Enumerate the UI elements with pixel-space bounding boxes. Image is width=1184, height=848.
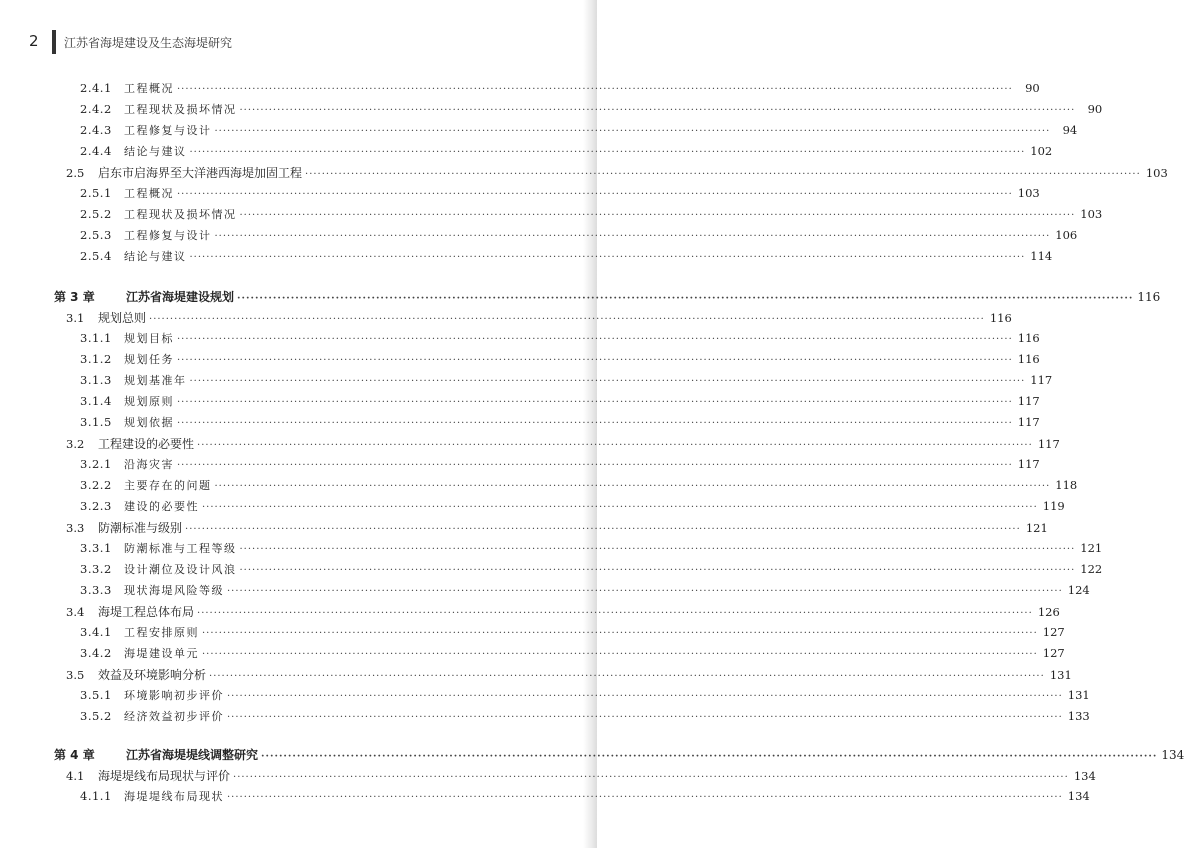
toc-entry-number: 3.1.3 [80, 373, 112, 387]
toc-entry-number: 2.4.4 [80, 144, 112, 158]
toc-entry-number: 3.2.2 [80, 478, 112, 492]
toc-entry-number: 3.3 [66, 521, 85, 535]
toc-entry-number: 3.5 [66, 668, 85, 682]
toc-section-row[interactable] [66, 309, 1012, 326]
toc-entry-title: 沿海灾害 [124, 458, 174, 471]
toc-leader-dots: ········································································································································································································ [227, 792, 1063, 803]
toc-section-row[interactable] [66, 666, 1072, 683]
toc-page-number: 103 [1017, 186, 1040, 200]
toc-entry-number: 2.5.1 [80, 186, 112, 200]
toc-leader-dots: ········································································································································································································ [227, 586, 1063, 597]
toc-leader-dots: ········································································································································································································ [227, 712, 1063, 723]
toc-entry-number: 3.1.5 [80, 415, 112, 429]
toc-entry-number: 2.4.1 [80, 81, 112, 95]
toc-leader-dots: ········································································································································································································ [202, 649, 1038, 660]
toc-leader-dots: ········································································································································································································ [239, 544, 1076, 555]
toc-leader-dots: ········································································································································································································ [197, 440, 1033, 451]
toc-page-number: 126 [1037, 605, 1060, 619]
toc-page-number: 118 [1055, 478, 1078, 492]
toc-page-number: 122 [1080, 562, 1103, 576]
toc-entry-title: 工程概况 [124, 187, 174, 200]
toc-leader-dots: ········································································································································································································ [189, 376, 1026, 387]
toc-page-number: 121 [1080, 541, 1103, 555]
toc-leader-dots: ········································································································································································································ [177, 397, 1013, 408]
toc-entry-number: 2.5.4 [80, 249, 112, 263]
toc-entry-number: 第 4 章 [54, 748, 95, 762]
toc-page-number: 127 [1042, 625, 1065, 639]
toc-page-number: 131 [1049, 668, 1072, 682]
toc-entry-title: 效益及环境影响分析 [98, 668, 207, 682]
toc-entry-title: 结论与建议 [124, 145, 187, 158]
toc-entry-number: 2.5.3 [80, 228, 112, 242]
toc-entry-title: 现状海堤风险等级 [124, 584, 224, 597]
toc-page-number: 103 [1080, 207, 1103, 221]
toc-entry-number: 2.5.2 [80, 207, 112, 221]
toc-page-number: 90 [1025, 81, 1040, 95]
toc-entry-title: 海堤工程总体布局 [98, 605, 195, 619]
toc-leader-dots: ········································································································································································································ [177, 355, 1013, 366]
toc-section-row[interactable] [66, 519, 1048, 536]
toc-entry-number: 3.1.2 [80, 352, 112, 366]
toc-entry-title: 防潮标准与级别 [98, 521, 183, 535]
toc-leader-dots: ········································································································································································································ [177, 460, 1013, 471]
toc-subsection-row[interactable] [80, 206, 1103, 222]
toc-leader-dots: ········································································································································································································ [177, 418, 1013, 429]
toc-entry-number: 3.5.1 [80, 688, 112, 702]
toc-subsection-row[interactable] [80, 708, 1090, 724]
toc-entry-title: 工程现状及损坏情况 [124, 208, 237, 221]
toc-leader-dots: ········································································································································································································ [189, 147, 1026, 158]
toc-entry-number: 3.2.3 [80, 499, 112, 513]
toc-page-number: 116 [1137, 290, 1161, 304]
toc-leader-dots: ········································································································································································································ [209, 671, 1045, 682]
toc-subsection-row[interactable] [80, 788, 1090, 804]
toc-entry-title: 工程修复与设计 [124, 229, 212, 242]
toc-entry-number: 4.1.1 [80, 789, 112, 803]
toc-leader-dots: ········································································································································································································ [237, 293, 1134, 304]
toc-subsection-row[interactable] [80, 185, 1040, 201]
toc-leader-dots: ········································································································································································································ [214, 231, 1051, 242]
toc-entry-number: 3.5.2 [80, 709, 112, 723]
toc-entry-title: 海堤堤线布局现状 [124, 790, 224, 803]
toc-entry-title: 规划依据 [124, 416, 174, 429]
toc-subsection-row[interactable] [80, 582, 1090, 598]
toc-page-number: 116 [1017, 352, 1040, 366]
toc-leader-dots: ········································································································································································································ [177, 84, 1013, 95]
toc-entry-number: 3.1 [66, 311, 85, 325]
toc-chapter-row[interactable] [54, 746, 1184, 763]
toc-page-number: 134 [1067, 789, 1090, 803]
toc-leader-dots: ········································································································································································································ [239, 565, 1076, 576]
page-number: 2 [29, 32, 39, 50]
toc-entry-number: 3.3.2 [80, 562, 112, 576]
toc-leader-dots: ········································································································································································································ [239, 210, 1076, 221]
toc-page-number: 117 [1030, 373, 1053, 387]
toc-leader-dots: ········································································································································································································ [177, 189, 1013, 200]
toc-entry-number: 2.4.3 [80, 123, 112, 137]
toc-entry-number: 3.1.4 [80, 394, 112, 408]
toc-leader-dots: ········································································································································································································ [233, 772, 1069, 783]
toc-subsection-row[interactable] [80, 351, 1040, 367]
toc-entry-title: 工程现状及损坏情况 [124, 103, 237, 116]
toc-entry-title: 江苏省海堤堤线调整研究 [126, 748, 259, 762]
toc-entry-number: 3.4.1 [80, 625, 112, 639]
toc-subsection-row[interactable] [80, 101, 1103, 117]
toc-leader-dots: ········································································································································································································ [185, 524, 1021, 535]
toc-chapter-row[interactable] [54, 288, 1161, 305]
toc-page-number: 127 [1042, 646, 1065, 660]
toc-page-number: 119 [1042, 499, 1065, 513]
toc-subsection-row[interactable] [80, 122, 1078, 138]
toc-entry-title: 工程修复与设计 [124, 124, 212, 137]
toc-entry-number: 3.4.2 [80, 646, 112, 660]
toc-section-row[interactable] [66, 767, 1096, 784]
toc-entry-number: 3.3.1 [80, 541, 112, 555]
toc-entry-title: 建设的必要性 [124, 500, 199, 513]
toc-page-number: 134 [1073, 769, 1096, 783]
toc-entry-number: 2.4.2 [80, 102, 112, 116]
toc-page-number: 114 [1030, 249, 1053, 263]
toc-page-number: 106 [1055, 228, 1078, 242]
toc-entry-title: 江苏省海堤建设规划 [126, 290, 235, 304]
toc-leader-dots: ········································································································································································································ [261, 751, 1158, 762]
toc-page-number: 124 [1067, 583, 1090, 597]
toc-entry-title: 启东市启海界至大洋港西海堤加固工程 [98, 166, 303, 180]
toc-entry-title: 海堤建设单元 [124, 647, 199, 660]
toc-entry-title: 规划基准年 [124, 374, 187, 387]
toc-subsection-row[interactable] [80, 540, 1103, 556]
toc-page-number: 131 [1067, 688, 1090, 702]
toc-entry-number: 第 3 章 [54, 290, 95, 304]
toc-subsection-row[interactable] [80, 561, 1103, 577]
toc-page-number: 117 [1017, 415, 1040, 429]
toc-leader-dots: ········································································································································································································ [149, 314, 985, 325]
toc-leader-dots: ········································································································································································································ [177, 334, 1013, 345]
toc-subsection-row[interactable] [80, 498, 1065, 514]
toc-page-number: 116 [1017, 331, 1040, 345]
toc-leader-dots: ········································································································································································································ [202, 502, 1038, 513]
toc-subsection-row[interactable] [80, 227, 1078, 243]
toc-section-row[interactable] [66, 603, 1060, 620]
running-header [0, 30, 597, 54]
toc-leader-dots: ········································································································································································································ [227, 691, 1063, 702]
toc-entry-title: 工程概况 [124, 82, 174, 95]
toc-page-number: 117 [1017, 457, 1040, 471]
toc-entry-number: 4.1 [66, 769, 85, 783]
toc-section-row[interactable] [66, 164, 1168, 181]
toc-entry-title: 海堤堤线布局现状与评价 [98, 769, 231, 783]
toc-subsection-row[interactable] [80, 372, 1053, 388]
toc-entry-title: 规划原则 [124, 395, 174, 408]
toc-subsection-row[interactable] [80, 80, 1040, 96]
toc-page-number: 121 [1025, 521, 1048, 535]
book-title: 江苏省海堤建设及生态海堤研究 [64, 36, 233, 50]
toc-subsection-row[interactable] [80, 624, 1065, 640]
toc-entry-title: 工程建设的必要性 [98, 437, 195, 451]
toc-entry-number: 3.3.3 [80, 583, 112, 597]
toc-page-number: 133 [1067, 709, 1090, 723]
toc-entry-number: 3.2.1 [80, 457, 112, 471]
toc-entry-title: 结论与建议 [124, 250, 187, 263]
toc-entry-title: 规划任务 [124, 353, 174, 366]
toc-leader-dots: ········································································································································································································ [214, 481, 1051, 492]
toc-subsection-row[interactable] [80, 330, 1040, 346]
toc-subsection-row[interactable] [80, 393, 1040, 409]
toc-entry-number: 3.4 [66, 605, 85, 619]
toc-subsection-row[interactable] [80, 143, 1053, 159]
toc-leader-dots: ········································································································································································································ [197, 608, 1033, 619]
toc-page-number: 103 [1145, 166, 1168, 180]
toc-leader-dots: ········································································································································································································ [214, 126, 1051, 137]
toc-leader-dots: ········································································································································································································ [202, 628, 1038, 639]
toc-section-row[interactable] [66, 435, 1060, 452]
toc-entry-number: 3.2 [66, 437, 85, 451]
toc-subsection-row[interactable] [80, 645, 1065, 661]
toc-entry-title: 规划总则 [98, 311, 147, 325]
toc-entry-title: 经济效益初步评价 [124, 710, 224, 723]
toc-page-number: 134 [1161, 748, 1184, 762]
toc-subsection-row[interactable] [80, 477, 1078, 493]
toc-entry-number: 2.5 [66, 166, 85, 180]
toc-entry-title: 工程安排原则 [124, 626, 199, 639]
toc-entry-title: 规划目标 [124, 332, 174, 345]
toc-leader-dots: ········································································································································································································ [305, 169, 1141, 180]
toc-entry-number: 3.1.1 [80, 331, 112, 345]
toc-entry-title: 环境影响初步评价 [124, 689, 224, 702]
toc-subsection-row[interactable] [80, 456, 1040, 472]
toc-page-number: 116 [989, 311, 1012, 325]
toc-page-number: 102 [1030, 144, 1053, 158]
toc-leader-dots: ········································································································································································································ [189, 252, 1026, 263]
toc-entry-title: 设计潮位及设计风浪 [124, 563, 237, 576]
toc-page-number: 94 [1062, 123, 1078, 137]
toc-page-number: 90 [1087, 102, 1103, 116]
toc-subsection-row[interactable] [80, 687, 1090, 703]
toc-page-number: 117 [1037, 437, 1060, 451]
toc-entry-title: 防潮标准与工程等级 [124, 542, 237, 555]
toc-entry-title: 主要存在的问题 [124, 479, 212, 492]
toc-subsection-row[interactable] [80, 414, 1040, 430]
toc-subsection-row[interactable] [80, 248, 1053, 264]
toc-page-number: 117 [1017, 394, 1040, 408]
header-divider-bar [52, 30, 56, 54]
toc-leader-dots: ········································································································································································································ [239, 105, 1076, 116]
